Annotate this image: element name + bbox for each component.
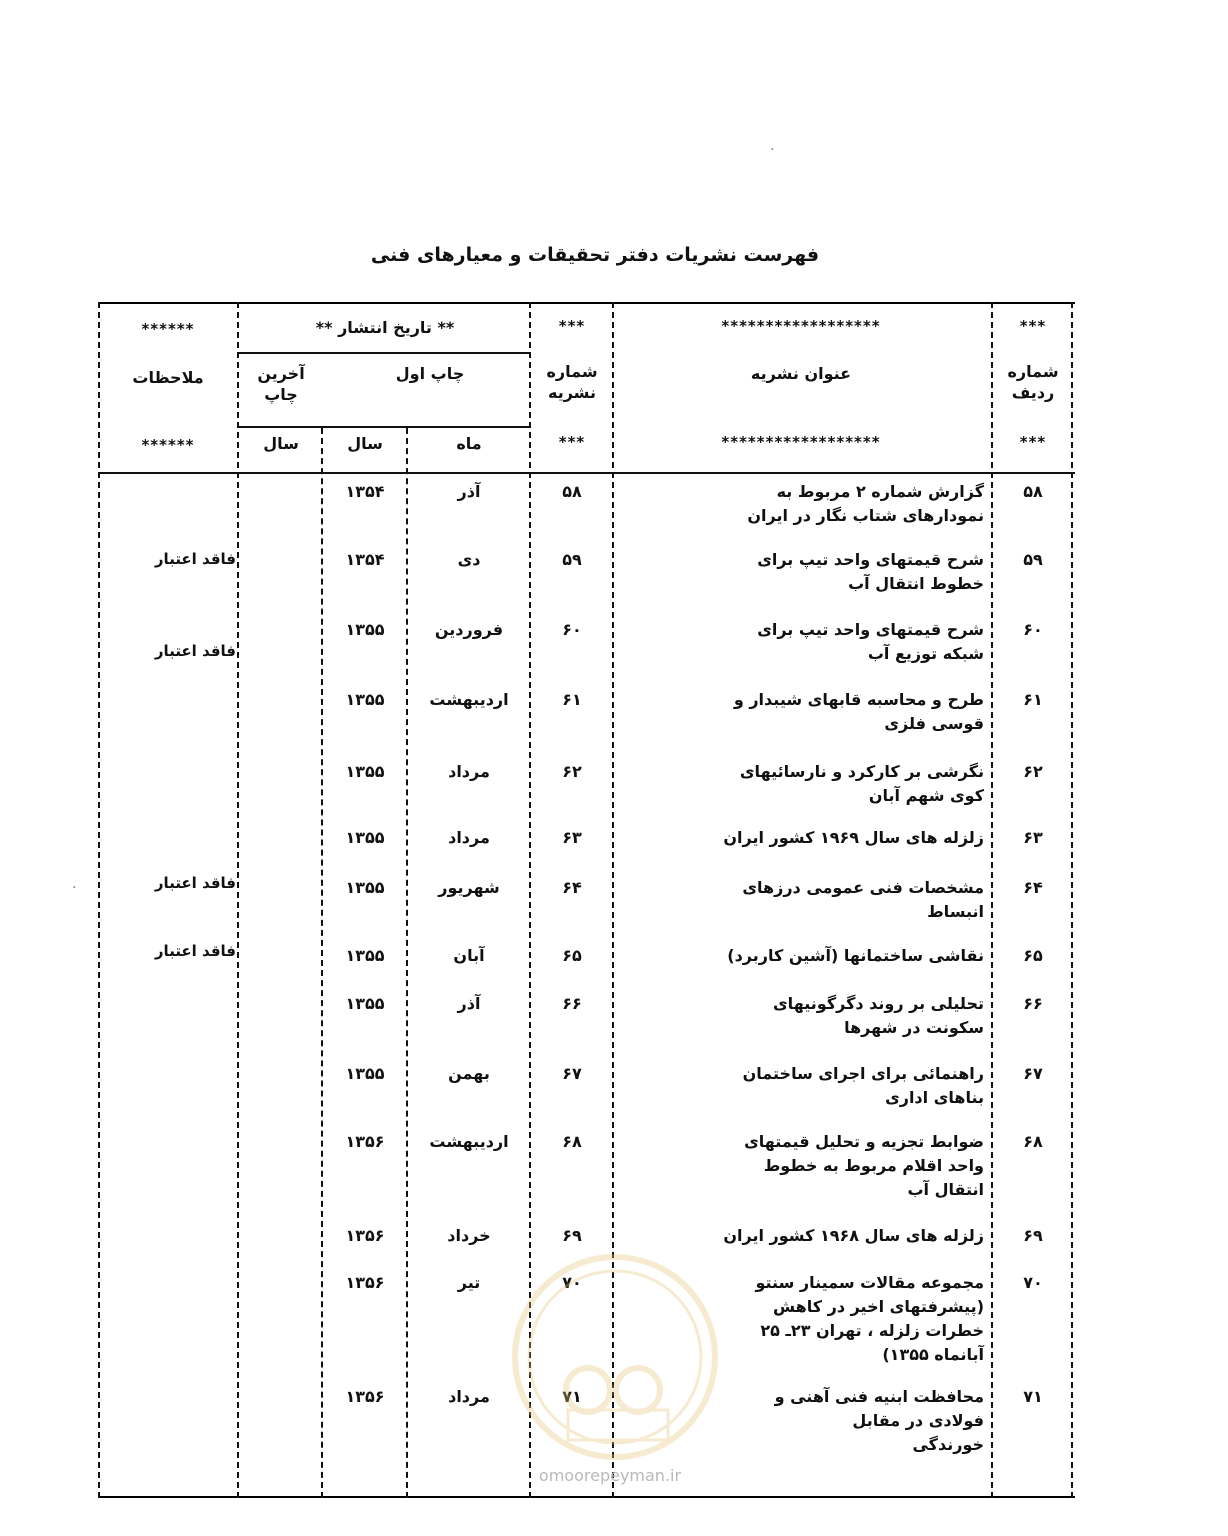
print-month: آذر bbox=[457, 994, 481, 1013]
publication-title-line: انتقال آب bbox=[907, 1180, 984, 1199]
print-year: ۱۳۵۶ bbox=[345, 1226, 385, 1245]
print-year: ۱۳۵۵ bbox=[345, 762, 385, 781]
remark: فاقد اعتبار bbox=[154, 942, 236, 960]
row-number-stars: *** bbox=[1019, 317, 1047, 335]
print-month: اردیبهشت bbox=[429, 690, 509, 709]
document-title: فهرست نشریات دفتر تحقیقات و معیارهای فنی bbox=[370, 244, 820, 266]
remark: فاقد اعتبار bbox=[154, 874, 236, 892]
table-top-border bbox=[98, 302, 1075, 304]
row-number: ۶۸ bbox=[1023, 1132, 1043, 1151]
publication-title-line: راهنمائی برای اجرای ساختمان bbox=[742, 1064, 984, 1083]
print-month: بهمن bbox=[448, 1064, 490, 1083]
row-number: ۶۱ bbox=[1023, 690, 1043, 709]
publication-number: ۶۸ bbox=[562, 1132, 582, 1151]
publication-title-line: بناهای اداری bbox=[885, 1088, 984, 1107]
publication-title-line: زلزله های سال ۱۹۶۹ کشور ایران bbox=[723, 828, 984, 847]
row-number: ۶۶ bbox=[1023, 994, 1043, 1013]
publication-title-line: قوسی فلزی bbox=[884, 714, 984, 733]
row-number: ۶۳ bbox=[1023, 828, 1043, 847]
publication-title-line: مشخصات فنی عمومی درزهای bbox=[742, 878, 984, 897]
last-print-header: آخرین چاپ bbox=[257, 364, 305, 404]
print-month: مرداد bbox=[448, 762, 490, 781]
publication-title-line: آبانماه ۱۳۵۵) bbox=[882, 1345, 984, 1364]
print-month: خرداد bbox=[447, 1226, 491, 1245]
row-number: ۷۱ bbox=[1023, 1387, 1043, 1406]
publication-title-line: نگرشی بر کارکرد و نارسائیهای bbox=[739, 762, 984, 781]
publication-title-line: طرح و محاسبه قابهای شیبدار و bbox=[733, 690, 984, 709]
publication-number: ۵۹ bbox=[562, 550, 582, 569]
publication-number: ۶۷ bbox=[562, 1064, 582, 1083]
publication-title-line: شبکه توزیع آب bbox=[867, 644, 984, 663]
print-year: ۱۳۵۶ bbox=[345, 1132, 385, 1151]
date-group-rule bbox=[237, 352, 529, 354]
column-divider bbox=[612, 302, 614, 1498]
remark: فاقد اعتبار bbox=[154, 550, 236, 568]
remark: فاقد اعتبار bbox=[154, 642, 236, 660]
row-number: ۶۵ bbox=[1023, 946, 1043, 965]
print-month: آبان bbox=[453, 946, 485, 965]
title-stars-bottom: ****************** bbox=[721, 433, 881, 451]
publication-title-line: گزارش شماره ۲ مربوط به bbox=[776, 482, 984, 501]
publication-number: ۶۱ bbox=[562, 690, 582, 709]
publication-title-line: فولادی در مقابل bbox=[852, 1411, 984, 1430]
publication-title-line: (پیشرفتهای اخیر در کاهش bbox=[773, 1297, 984, 1316]
publication-title-line: سکونت در شهرها bbox=[844, 1018, 984, 1037]
publication-title-line: شرح قیمتهای واحد تیپ برای bbox=[757, 620, 984, 639]
column-divider bbox=[237, 302, 239, 1498]
table-bottom-border bbox=[98, 1496, 1075, 1498]
print-year: ۱۳۵۵ bbox=[345, 994, 385, 1013]
print-year: ۱۳۵۵ bbox=[345, 620, 385, 639]
month-header: ماه bbox=[456, 434, 482, 453]
publication-title-line: واحد اقلام مربوط به خطوط bbox=[763, 1156, 984, 1175]
notes-stars: ****** bbox=[141, 320, 195, 338]
publication-date-header: ** تاریخ انتشار ** bbox=[315, 318, 455, 337]
publication-title-line: مجموعه مقالات سمینار سنتو bbox=[755, 1273, 984, 1292]
print-month: فروردین bbox=[434, 620, 504, 639]
publication-title-line: نمودارهای شتاب نگار در ایران bbox=[747, 506, 984, 525]
publication-title-line: کوی شهم آبان bbox=[868, 786, 984, 805]
publication-title-line: تحلیلی بر روند دگرگونیهای bbox=[773, 994, 984, 1013]
print-month: شهریور bbox=[438, 878, 500, 897]
publication-number: ۶۴ bbox=[562, 878, 582, 897]
column-divider bbox=[1071, 302, 1073, 1498]
title-stars: ****************** bbox=[721, 317, 881, 335]
print-month: آذر bbox=[457, 482, 481, 501]
title-header: عنوان نشریه bbox=[750, 364, 852, 383]
print-month: تیر bbox=[457, 1273, 481, 1292]
print-year: ۱۳۵۵ bbox=[345, 946, 385, 965]
publication-number: ۶۶ bbox=[562, 994, 582, 1013]
publication-title-line: محافظت ابنیه فنی آهنی و bbox=[774, 1387, 984, 1406]
first-print-header: چاپ اول bbox=[395, 364, 465, 383]
row-number: ۶۹ bbox=[1023, 1226, 1043, 1245]
print-year: ۱۳۵۴ bbox=[345, 550, 385, 569]
publication-number: ۶۵ bbox=[562, 946, 582, 965]
column-divider bbox=[98, 302, 100, 1498]
year-header: سال bbox=[347, 434, 383, 453]
pub-number-stars: *** bbox=[558, 317, 586, 335]
pub-number-stars-bottom: *** bbox=[558, 433, 586, 451]
publication-number: ۶۰ bbox=[562, 620, 582, 639]
print-year: ۱۳۵۶ bbox=[345, 1387, 385, 1406]
publication-number: ۵۸ bbox=[562, 482, 582, 501]
publication-number: ۶۳ bbox=[562, 828, 582, 847]
publication-title-line: خورندگی bbox=[912, 1435, 984, 1454]
print-month: مرداد bbox=[448, 1387, 490, 1406]
row-number-stars-bottom: *** bbox=[1019, 433, 1047, 451]
column-divider bbox=[321, 428, 323, 1498]
publication-number: ۷۰ bbox=[562, 1273, 582, 1292]
print-year: ۱۳۵۵ bbox=[345, 828, 385, 847]
notes-stars-bottom: ****** bbox=[141, 436, 195, 454]
publication-number: ۶۲ bbox=[562, 762, 582, 781]
row-number: ۶۲ bbox=[1023, 762, 1043, 781]
scan-speck: . bbox=[770, 138, 775, 154]
print-year: ۱۳۵۴ bbox=[345, 482, 385, 501]
publication-title-line: خطرات زلزله ، تهران ۲۳ـ ۲۵ bbox=[760, 1321, 984, 1340]
row-number: ۶۴ bbox=[1023, 878, 1043, 897]
last-year-header: سال bbox=[263, 434, 299, 453]
print-year: ۱۳۵۵ bbox=[345, 1064, 385, 1083]
row-number: ۵۹ bbox=[1023, 550, 1043, 569]
publication-number: ۷۱ bbox=[562, 1387, 582, 1406]
print-year: ۱۳۵۵ bbox=[345, 690, 385, 709]
print-month: مرداد bbox=[448, 828, 490, 847]
row-number: ۵۸ bbox=[1023, 482, 1043, 501]
publication-title-line: نقاشی ساختمانها (آشین کاربرد) bbox=[727, 946, 984, 965]
header-bottom-rule bbox=[98, 472, 1075, 474]
row-number: ۶۰ bbox=[1023, 620, 1043, 639]
publication-title-line: شرح قیمتهای واحد تیپ برای bbox=[757, 550, 984, 569]
publication-number: ۶۹ bbox=[562, 1226, 582, 1245]
print-year: ۱۳۵۶ bbox=[345, 1273, 385, 1292]
column-divider bbox=[991, 302, 993, 1498]
publication-title-line: زلزله های سال ۱۹۶۸ کشور ایران bbox=[723, 1226, 984, 1245]
pub-number-header: شماره نشریه bbox=[546, 362, 598, 402]
scan-speck: . bbox=[72, 876, 77, 892]
row-number: ۶۷ bbox=[1023, 1064, 1043, 1083]
watermark-url: omoorepeyman.ir bbox=[538, 1466, 682, 1485]
notes-header: ملاحظات bbox=[132, 368, 204, 387]
print-year: ۱۳۵۵ bbox=[345, 878, 385, 897]
publication-title-line: انبساط bbox=[927, 902, 984, 921]
row-number-header: شماره ردیف bbox=[1007, 362, 1059, 402]
print-month: دی bbox=[457, 550, 481, 569]
print-month: اردیبهشت bbox=[429, 1132, 509, 1151]
row-number: ۷۰ bbox=[1023, 1273, 1043, 1292]
print-rule bbox=[237, 426, 529, 428]
publication-title-line: خطوط انتقال آب bbox=[848, 574, 984, 593]
publication-title-line: ضوابط تجزیه و تحلیل قیمتهای bbox=[744, 1132, 984, 1151]
